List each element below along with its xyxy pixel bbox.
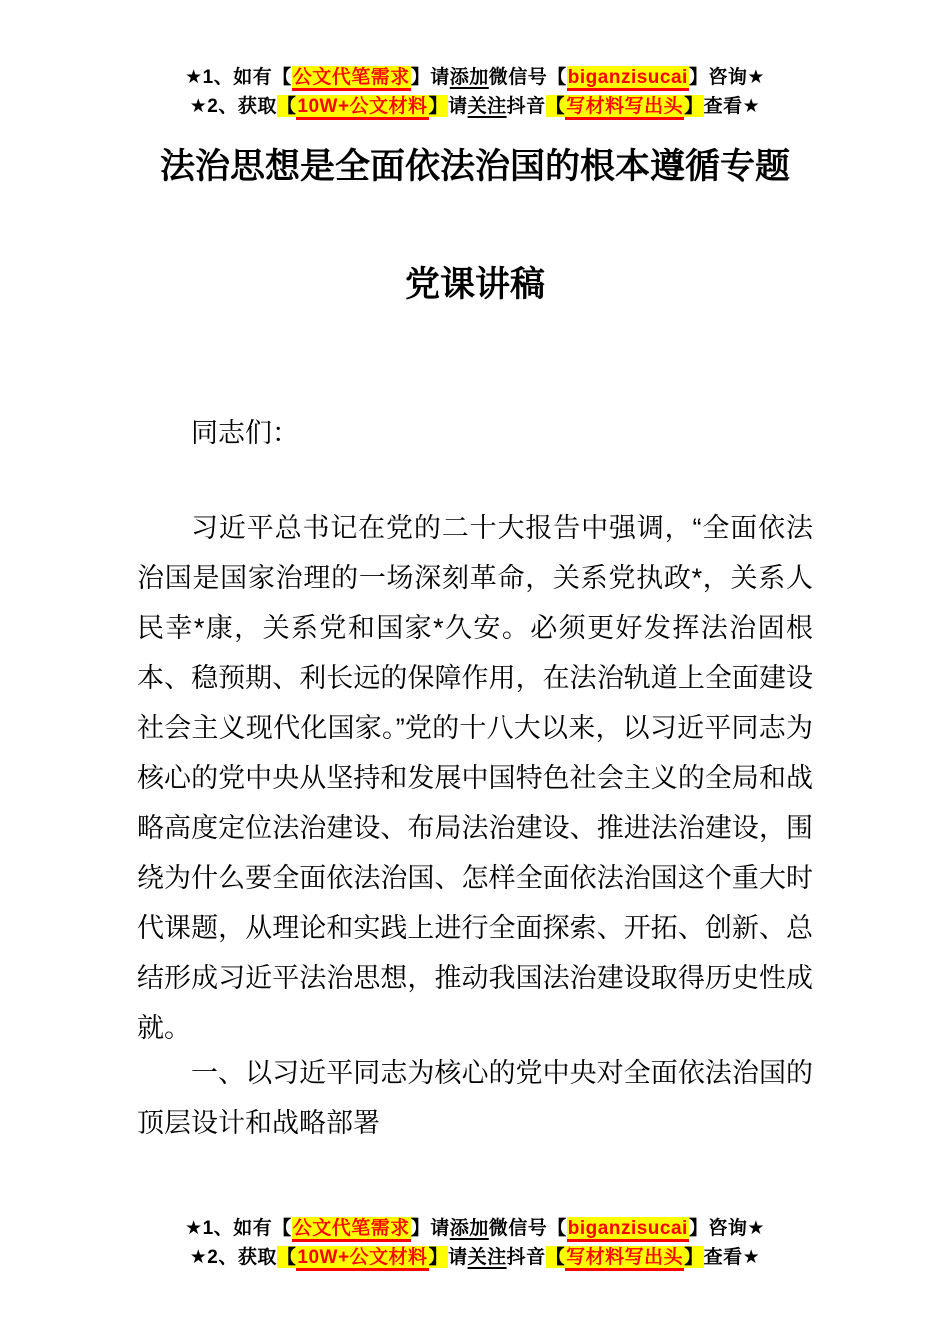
promo-segment-highlight-black: 【 bbox=[276, 1247, 297, 1268]
promo-segment-plain: ★2、获取 bbox=[189, 96, 277, 117]
promo-segment-plain: 】咨询★ bbox=[688, 67, 765, 88]
promo-segment-plain: 查看★ bbox=[703, 1247, 761, 1268]
promo-segment-plain: 微信号【 bbox=[488, 67, 567, 88]
promo-segment-underline: 关注 bbox=[467, 96, 507, 117]
promo-segment-highlight-black: 】 bbox=[684, 1247, 704, 1268]
promo-segment-highlight-black: 】 bbox=[684, 96, 704, 117]
promo-segment-underline: 关注 bbox=[467, 1247, 507, 1268]
promo-segment-plain: 】请 bbox=[410, 1218, 450, 1239]
promo-line-1 bbox=[0, 1214, 950, 1243]
promo-banner-bottom bbox=[0, 1214, 950, 1272]
promo-segment-plain: 请 bbox=[448, 1247, 468, 1268]
document-title-line1: 法治思想是全面依法治国的根本遵循专题 bbox=[159, 147, 790, 186]
promo-segment-plain: 请 bbox=[448, 96, 468, 117]
promo-segment-plain: 】咨询★ bbox=[688, 1218, 765, 1239]
promo-segment-highlight-red: biganzisucai bbox=[567, 66, 689, 91]
promo-segment-highlight-red: 10W+公文材料 bbox=[296, 95, 428, 120]
promo-segment-highlight-red: biganzisucai bbox=[567, 1217, 689, 1242]
promo-segment-highlight-red: 写材料写出头 bbox=[565, 1246, 684, 1271]
promo-banner-top bbox=[0, 63, 950, 121]
promo-segment-highlight-red: 10W+公文材料 bbox=[296, 1246, 428, 1271]
promo-segment-highlight-red: 写材料写出头 bbox=[565, 95, 684, 120]
promo-segment-plain: 抖音 bbox=[506, 1247, 546, 1268]
section-heading-1: 一、以习近平同志为核心的党中央对全面依法治国的顶层设计和战略部署 bbox=[137, 1058, 813, 1138]
promo-segment-underline: 添加 bbox=[449, 1218, 489, 1239]
promo-segment-highlight-black: 【 bbox=[545, 96, 566, 117]
promo-segment-plain: 查看★ bbox=[703, 96, 761, 117]
promo-segment-highlight-black: 】 bbox=[428, 1247, 449, 1268]
promo-line-2 bbox=[0, 1243, 950, 1272]
salutation: 同志们： bbox=[191, 418, 299, 448]
document-title-line2: 党课讲稿 bbox=[404, 265, 545, 304]
promo-line-1 bbox=[0, 63, 950, 92]
promo-segment-highlight-black: 【 bbox=[276, 96, 297, 117]
promo-segment-plain: ★2、获取 bbox=[189, 1247, 277, 1268]
promo-segment-highlight-red: 公文代笔需求 bbox=[292, 66, 411, 91]
promo-line-2 bbox=[0, 92, 950, 121]
promo-segment-highlight-black: 】 bbox=[428, 96, 449, 117]
promo-segment-underline: 添加 bbox=[449, 67, 489, 88]
promo-segment-plain: 抖音 bbox=[506, 96, 546, 117]
promo-segment-plain: 】请 bbox=[410, 67, 450, 88]
promo-segment-plain: ★1、如有【 bbox=[185, 67, 292, 88]
promo-segment-plain: ★1、如有【 bbox=[185, 1218, 292, 1239]
paragraph-1: 习近平总书记在党的二十大报告中强调，“全面依法治国是国家治理的一场深刻革命，关系党执政*，关系人民幸*康，关系党和国家*久安。必须更好发挥法治固根本、稳预期、利长远的保障作用，在法治轨道上全面建设社会主义现代化国家。”党的十八大以来，以习近平同志为核心的党中央从坚持和发展中国特色社会主义的全局和战略高度定位法治建设、布局法治建设、推进法治建设，围绕为什么要全面依法治国、怎样全面依法治国这个重大时代课题，从理论和实践上进行全面探索、开拓、创新、总结形成习近平法治思想，推动我国法治建设取得历史性成就。 bbox=[137, 513, 813, 1043]
promo-segment-highlight-red: 公文代笔需求 bbox=[292, 1217, 411, 1242]
promo-segment-plain: 微信号【 bbox=[488, 1218, 567, 1239]
promo-segment-highlight-black: 【 bbox=[545, 1247, 566, 1268]
